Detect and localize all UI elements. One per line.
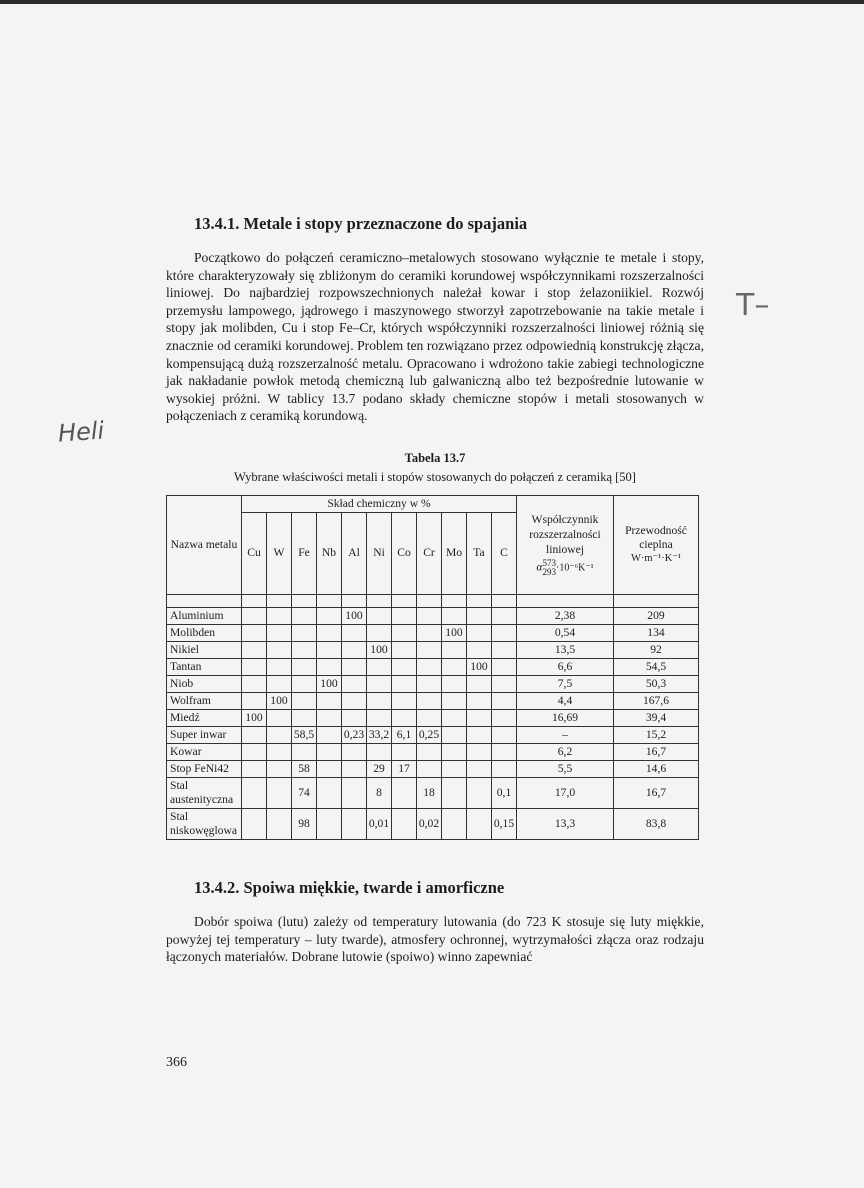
expansion-cell: 5,5 [517, 760, 614, 777]
composition-cell-fe: 58,5 [292, 726, 317, 743]
composition-cell-al [342, 624, 367, 641]
composition-cell-c [492, 658, 517, 675]
expansion-cell: 13,3 [517, 808, 614, 839]
composition-cell-co [392, 709, 417, 726]
composition-cell-nb [317, 709, 342, 726]
section1-paragraph: Początkowo do połączeń ceramiczno–metalowych stosowano wyłącznie te metale i stopy, które charakteryzowały się zbliżonym do ceramiki korundowej współczynnikami rozszerzalności liniowej. Do najbardziej rozpowszechnionych należał kowar i stop żelazoniikiel. Rozwój przemysłu lampowego, jądrowego i maszynowego stworzył zapotrzebowanie na takie metale i stopy jak molibden, Cu i stop Fe–Cr, których współczynniki rozszerzalności liniowej różnią się znacznie od ceramiki korundowej. Problem ten rozwiązano przez odpowiednią konstrukcję złącza, kompensującą dużą rozszerzalność metalu. Opracowano i wdrożono takie zabiegi technologiczne jak nakładanie powłok metodą chemiczną lub galwaniczną albo też bezpośrednie lutowanie w wysokiej próżni. W tablicy 13.7 podano składy chemiczne stopów i metali stosowanych w połączeniach z ceramiką korundową. [166, 250, 704, 424]
composition-cell-ta [467, 726, 492, 743]
composition-cell-al [342, 692, 367, 709]
composition-cell-al: 0,23 [342, 726, 367, 743]
composition-cell-al [342, 777, 367, 808]
composition-cell-w [267, 709, 292, 726]
spacer-cell [167, 594, 242, 607]
section-heading-1: 13.4.1. Metale i stopy przeznaczone do spajania [194, 214, 528, 233]
composition-cell-mo [442, 808, 467, 839]
composition-cell-cr: 0,25 [417, 726, 442, 743]
composition-cell-ta [467, 675, 492, 692]
composition-cell-nb [317, 726, 342, 743]
composition-cell-cr [417, 658, 442, 675]
alpha-subscript: 293 [542, 567, 556, 578]
composition-cell-c: 0,15 [492, 808, 517, 839]
spacer-cell [417, 594, 442, 607]
header-element-fe: Fe [292, 512, 317, 594]
composition-cell-cu [242, 726, 267, 743]
alpha-symbol: α [536, 561, 543, 575]
conductivity-cell: 16,7 [614, 743, 699, 760]
composition-cell-co [392, 607, 417, 624]
expansion-cell: 4,4 [517, 692, 614, 709]
composition-cell-fe [292, 692, 317, 709]
composition-cell-cu [242, 760, 267, 777]
metal-name-cell: Stal niskowęglowa [167, 808, 242, 839]
metal-name-cell: Nikiel [167, 641, 242, 658]
composition-cell-cu [242, 658, 267, 675]
header-element-ta: Ta [467, 512, 492, 594]
composition-cell-cr [417, 607, 442, 624]
metal-name-cell: Super inwar [167, 726, 242, 743]
metal-name-cell: Wolfram [167, 692, 242, 709]
composition-cell-c [492, 641, 517, 658]
composition-cell-ni: 100 [367, 641, 392, 658]
spacer-cell [442, 594, 467, 607]
handwritten-note-right: T– [736, 288, 770, 323]
expansion-cell: – [517, 726, 614, 743]
conductivity-cell: 92 [614, 641, 699, 658]
expansion-unit: ·10⁻⁶K⁻¹ [556, 563, 594, 575]
expansion-cell: 6,2 [517, 743, 614, 760]
expansion-cell: 17,0 [517, 777, 614, 808]
composition-cell-nb [317, 658, 342, 675]
table-row [167, 726, 699, 743]
composition-cell-mo [442, 760, 467, 777]
composition-cell-fe: 58 [292, 760, 317, 777]
handwritten-note-left: Heli [57, 416, 106, 448]
composition-cell-ta [467, 808, 492, 839]
composition-cell-ni [367, 624, 392, 641]
composition-cell-ta [467, 692, 492, 709]
conductivity-cell: 50,3 [614, 675, 699, 692]
composition-cell-co [392, 808, 417, 839]
table-row [167, 760, 699, 777]
composition-cell-c [492, 709, 517, 726]
composition-cell-cu [242, 743, 267, 760]
metal-name-cell: Stal austenityczna [167, 777, 242, 808]
header-expansion [517, 495, 614, 594]
composition-cell-fe [292, 743, 317, 760]
composition-cell-ni: 33,2 [367, 726, 392, 743]
metal-name-cell: Molibden [167, 624, 242, 641]
composition-cell-mo [442, 777, 467, 808]
composition-cell-nb [317, 760, 342, 777]
composition-cell-al [342, 808, 367, 839]
composition-cell-mo [442, 658, 467, 675]
composition-cell-w [267, 726, 292, 743]
composition-cell-w [267, 743, 292, 760]
composition-cell-cr [417, 709, 442, 726]
composition-cell-cr [417, 624, 442, 641]
spacer-cell [517, 594, 614, 607]
table-row [167, 641, 699, 658]
conductivity-cell: 134 [614, 624, 699, 641]
composition-cell-cu [242, 624, 267, 641]
composition-cell-ta: 100 [467, 658, 492, 675]
composition-cell-c: 0,1 [492, 777, 517, 808]
composition-cell-fe: 74 [292, 777, 317, 808]
header-element-mo: Mo [442, 512, 467, 594]
conductivity-cell: 14,6 [614, 760, 699, 777]
composition-cell-w [267, 607, 292, 624]
table-row [167, 743, 699, 760]
header-expansion-label: Współczynnik rozszerzalności liniowej [529, 513, 601, 557]
composition-cell-nb [317, 777, 342, 808]
composition-cell-nb [317, 743, 342, 760]
conductivity-cell: 16,7 [614, 777, 699, 808]
metal-name-cell: Miedź [167, 709, 242, 726]
composition-cell-al [342, 760, 367, 777]
composition-cell-ta [467, 624, 492, 641]
table-row [167, 607, 699, 624]
metal-name-cell: Kowar [167, 743, 242, 760]
composition-cell-ta [467, 709, 492, 726]
composition-cell-nb [317, 607, 342, 624]
composition-cell-nb [317, 641, 342, 658]
composition-cell-w [267, 624, 292, 641]
composition-cell-ni [367, 658, 392, 675]
expansion-cell: 6,6 [517, 658, 614, 675]
composition-cell-al [342, 675, 367, 692]
composition-cell-ta [467, 743, 492, 760]
composition-cell-mo [442, 692, 467, 709]
composition-cell-ni [367, 709, 392, 726]
composition-cell-ta [467, 777, 492, 808]
composition-cell-nb [317, 624, 342, 641]
composition-cell-cu [242, 808, 267, 839]
composition-cell-mo [442, 607, 467, 624]
spacer-cell [367, 594, 392, 607]
table-row [167, 675, 699, 692]
header-conductivity [614, 495, 699, 594]
metal-name-cell: Stop FeNi42 [167, 760, 242, 777]
composition-cell-al [342, 641, 367, 658]
composition-cell-nb: 100 [317, 675, 342, 692]
conductivity-cell: 167,6 [614, 692, 699, 709]
composition-cell-ni [367, 692, 392, 709]
header-name: Nazwa metalu [167, 495, 242, 594]
composition-cell-mo: 100 [442, 624, 467, 641]
conductivity-unit: W·m⁻¹·K⁻¹ [630, 552, 682, 564]
composition-cell-w [267, 808, 292, 839]
table-row [167, 658, 699, 675]
header-element-c: C [492, 512, 517, 594]
header-expansion-formula [520, 559, 610, 577]
composition-cell-co [392, 743, 417, 760]
spacer-cell [317, 594, 342, 607]
composition-cell-nb [317, 808, 342, 839]
composition-cell-cr: 18 [417, 777, 442, 808]
metal-name-cell: Tantan [167, 658, 242, 675]
composition-cell-co: 17 [392, 760, 417, 777]
composition-cell-mo [442, 726, 467, 743]
composition-cell-cr [417, 743, 442, 760]
header-element-w: W [267, 512, 292, 594]
composition-cell-mo [442, 709, 467, 726]
spacer-cell [467, 594, 492, 607]
header-element-co: Co [392, 512, 417, 594]
page-content [166, 200, 704, 966]
conductivity-cell: 39,4 [614, 709, 699, 726]
spacer-cell [267, 594, 292, 607]
composition-cell-ni: 8 [367, 777, 392, 808]
composition-cell-ni [367, 607, 392, 624]
composition-cell-fe [292, 624, 317, 641]
composition-cell-c [492, 692, 517, 709]
composition-cell-cu [242, 675, 267, 692]
composition-cell-c [492, 726, 517, 743]
composition-cell-ni: 29 [367, 760, 392, 777]
composition-cell-al [342, 658, 367, 675]
table-row [167, 692, 699, 709]
composition-cell-w: 100 [267, 692, 292, 709]
header-element-al: Al [342, 512, 367, 594]
table-row [167, 709, 699, 726]
metal-name-cell: Aluminium [167, 607, 242, 624]
table-row [167, 808, 699, 839]
composition-cell-al: 100 [342, 607, 367, 624]
composition-cell-fe [292, 658, 317, 675]
conductivity-cell: 209 [614, 607, 699, 624]
composition-cell-cu [242, 607, 267, 624]
composition-cell-cu [242, 692, 267, 709]
spacer-cell [492, 594, 517, 607]
composition-cell-nb [317, 692, 342, 709]
composition-cell-c [492, 675, 517, 692]
composition-cell-ta [467, 641, 492, 658]
header-element-ni: Ni [367, 512, 392, 594]
composition-cell-w [267, 641, 292, 658]
scan-top-edge [0, 0, 864, 4]
composition-cell-fe [292, 607, 317, 624]
spacer-cell [242, 594, 267, 607]
composition-cell-mo [442, 641, 467, 658]
conductivity-cell: 83,8 [614, 808, 699, 839]
table-row [167, 624, 699, 641]
metal-name-cell: Niob [167, 675, 242, 692]
properties-table [166, 495, 699, 840]
table-row [167, 777, 699, 808]
composition-cell-c [492, 743, 517, 760]
composition-cell-w [267, 675, 292, 692]
table-spacer-row [167, 594, 699, 607]
section2-paragraph: Dobór spoiwa (lutu) zależy od temperatury lutowania (do 723 K stosuje się luty miękkie, powyżej tej temperatury – luty twarde), atmosfery ochronnej, wytrzymałości złącza oraz rodzaju łączonych materiałów. Dobrane lutowie (spoiwo) winno zapewniać [166, 913, 704, 965]
expansion-cell: 2,38 [517, 607, 614, 624]
composition-cell-c [492, 624, 517, 641]
header-element-cr: Cr [417, 512, 442, 594]
expansion-cell: 13,5 [517, 641, 614, 658]
expansion-cell: 0,54 [517, 624, 614, 641]
composition-cell-co [392, 692, 417, 709]
composition-cell-co [392, 658, 417, 675]
spacer-cell [614, 594, 699, 607]
composition-cell-ta [467, 607, 492, 624]
composition-cell-fe [292, 641, 317, 658]
composition-cell-cr [417, 641, 442, 658]
composition-cell-cr [417, 675, 442, 692]
conductivity-cell: 15,2 [614, 726, 699, 743]
spacer-cell [292, 594, 317, 607]
section-heading-2: 13.4.2. Spoiwa miękkie, twarde i amorficzne [194, 877, 505, 897]
composition-cell-ta [467, 760, 492, 777]
alpha-superscript: 573 [542, 558, 556, 569]
composition-cell-co [392, 675, 417, 692]
page-number: 366 [166, 1055, 187, 1070]
composition-cell-cu: 100 [242, 709, 267, 726]
composition-cell-al [342, 709, 367, 726]
composition-cell-co [392, 624, 417, 641]
composition-cell-cu [242, 641, 267, 658]
composition-cell-co [392, 777, 417, 808]
composition-cell-co [392, 641, 417, 658]
composition-cell-al [342, 743, 367, 760]
composition-cell-ni: 0,01 [367, 808, 392, 839]
composition-cell-c [492, 760, 517, 777]
header-element-cu: Cu [242, 512, 267, 594]
composition-cell-mo [442, 743, 467, 760]
composition-cell-w [267, 760, 292, 777]
composition-cell-w [267, 658, 292, 675]
header-composition: Skład chemiczny w % [242, 495, 517, 512]
spacer-cell [342, 594, 367, 607]
composition-cell-fe [292, 675, 317, 692]
expansion-cell: 16,69 [517, 709, 614, 726]
table-label: Tabela 13.7 [404, 450, 466, 465]
composition-cell-cr [417, 760, 442, 777]
composition-cell-fe [292, 709, 317, 726]
spacer-cell [392, 594, 417, 607]
conductivity-cell: 54,5 [614, 658, 699, 675]
expansion-cell: 7,5 [517, 675, 614, 692]
table-caption: Wybrane właściwości metali i stopów stosowanych do połączeń z ceramiką [50] [234, 469, 636, 484]
composition-cell-cr: 0,02 [417, 808, 442, 839]
composition-cell-co: 6,1 [392, 726, 417, 743]
header-conductivity-label: Przewodność cieplna [625, 523, 687, 551]
composition-cell-cr [417, 692, 442, 709]
composition-cell-fe: 98 [292, 808, 317, 839]
composition-cell-ni [367, 743, 392, 760]
composition-cell-cu [242, 777, 267, 808]
composition-cell-c [492, 607, 517, 624]
composition-cell-w [267, 777, 292, 808]
composition-cell-mo [442, 675, 467, 692]
composition-cell-ni [367, 675, 392, 692]
header-element-nb: Nb [317, 512, 342, 594]
